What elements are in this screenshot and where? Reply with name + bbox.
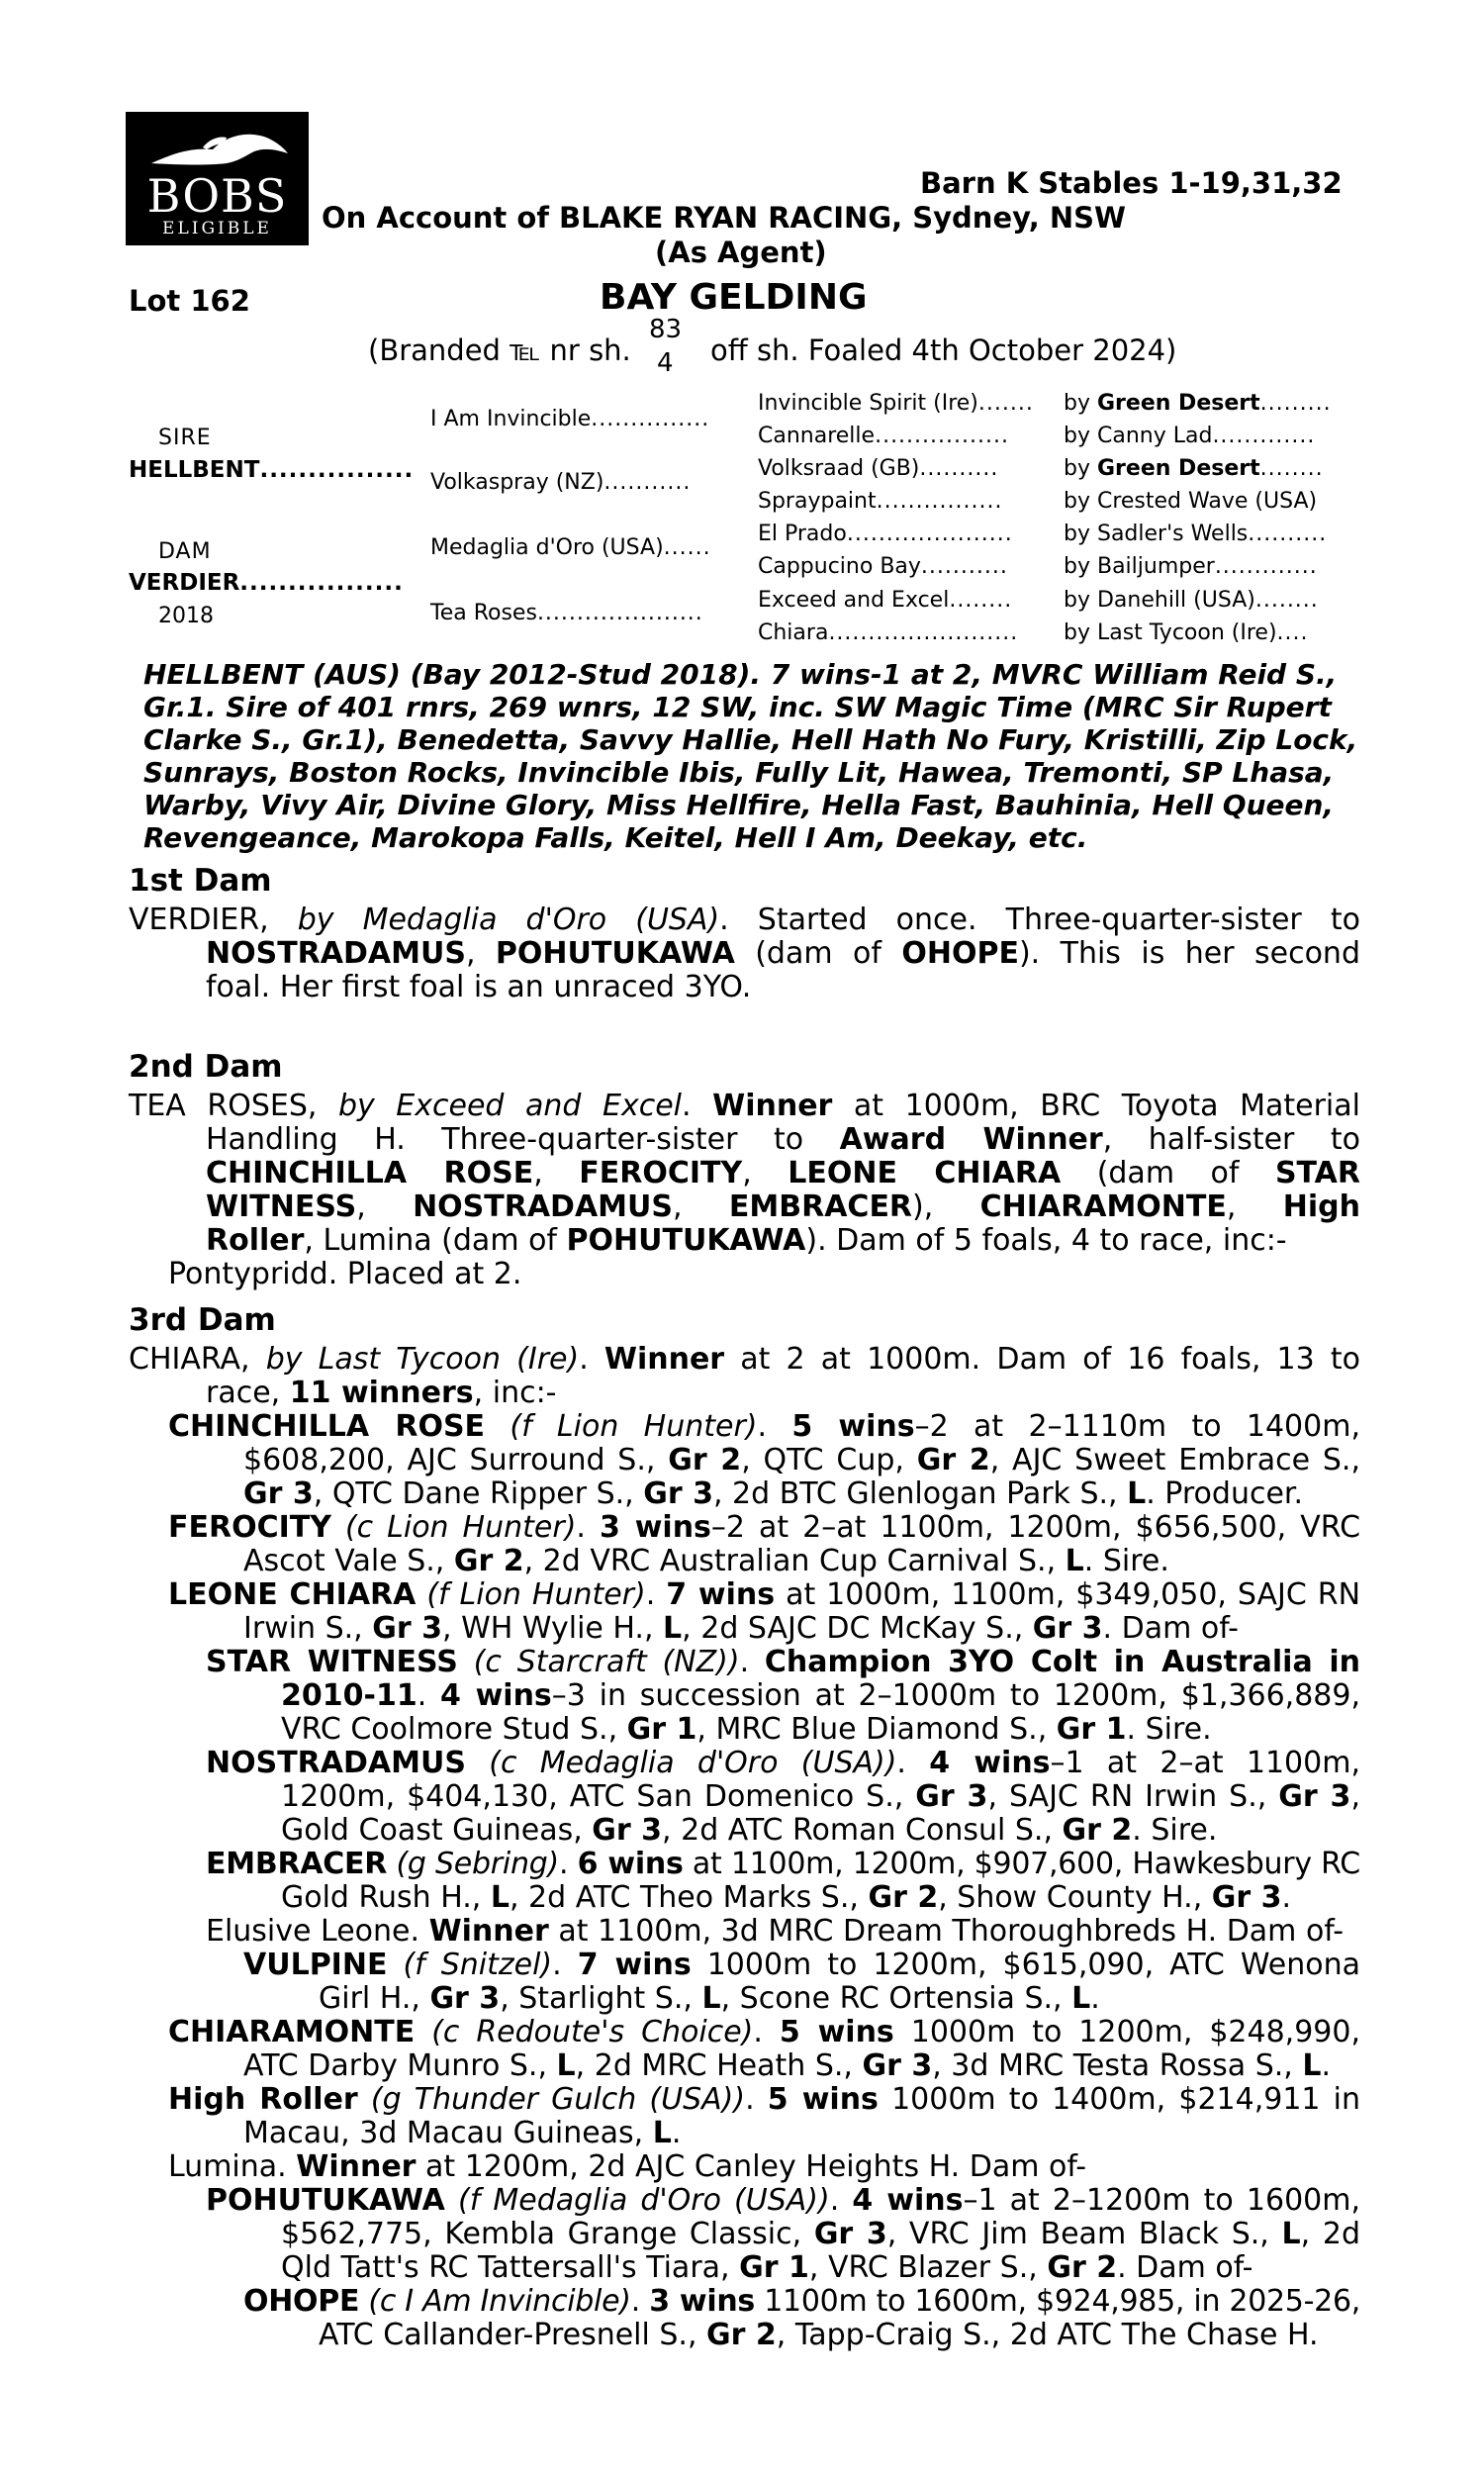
branding-prefix: (Branded <box>368 333 501 367</box>
text-run: L <box>556 2048 576 2083</box>
text-run: Macau, 3d Macau Guineas, <box>243 2116 653 2150</box>
text-run: $608,200, AJC Surround S., <box>243 1443 669 1477</box>
text-run: Gr 3 <box>243 1476 314 1511</box>
text-line <box>243 1948 1360 1982</box>
text-run: Gr 3 <box>643 1476 713 1511</box>
text-run: (f Medaglia d'Oro (USA)) <box>458 2183 830 2218</box>
text-line <box>206 1223 1287 1258</box>
text-run: . <box>1090 1981 1100 2016</box>
sire-dam: Volkaspray (NZ)........... <box>430 470 692 495</box>
text-run: Qld Tatt's RC Tattersall's Tiara, <box>281 2250 740 2285</box>
ancestor-1: Invincible Spirit (Ire)....... <box>758 391 1034 416</box>
text-run: $562,775, Kembla Grange Classic, <box>281 2217 814 2251</box>
text-run: –1 at 2–1200m to 1600m, <box>963 2183 1361 2218</box>
text-run: L <box>1071 1981 1091 2016</box>
text-line <box>206 1914 1344 1949</box>
text-run: ), <box>912 1189 980 1224</box>
text-run: Gr 2 <box>668 1443 742 1477</box>
text-run: Gr 3 <box>592 1813 663 1848</box>
text-run: High <box>1282 1189 1360 1224</box>
text-run: (f Snitzel) <box>403 1948 553 1982</box>
sire-notes-line: Revengeance, Marokopa Falls, Keitel, Hell I Am, Deekay, etc. <box>143 821 1088 854</box>
text-run: , VRC Blazer S., <box>808 2250 1048 2285</box>
text-run: Elusive Leone. <box>206 1914 429 1949</box>
text-run: Gr 2 <box>916 1443 990 1477</box>
text-run: TEA ROSES, <box>129 1089 338 1123</box>
text-run: (c Starcraft (NZ)) <box>473 1645 740 1679</box>
text-line <box>243 1544 1169 1578</box>
ancestor-5-by: by Sadler's Wells.......... <box>1064 522 1328 546</box>
text-run <box>445 2183 458 2218</box>
text-line <box>281 1880 1291 1915</box>
text-run: Gr 3 <box>1211 1880 1282 1915</box>
text-run: , <box>742 1156 788 1190</box>
text-run: . <box>896 1746 930 1780</box>
text-run <box>485 1409 510 1444</box>
text-line <box>243 1443 1360 1477</box>
text-line <box>206 1189 1360 1224</box>
text-run: . <box>745 2082 768 2117</box>
text-run: –2 at 2–at 1100m, 1200m, $656,500, VRC <box>710 1510 1361 1545</box>
text-run: , Starlight S., <box>500 1981 702 2016</box>
text-run: Gr 1 <box>1056 1712 1127 1747</box>
text-run: VERDIER, <box>129 903 298 937</box>
text-run: . <box>645 1577 667 1612</box>
text-run: . <box>417 1678 441 1713</box>
text-run: 1200m, $404,130, ATC San Domenico S., <box>281 1779 916 1814</box>
text-run: High Roller <box>168 2082 358 2117</box>
text-run: EMBRACER <box>206 1847 388 1881</box>
text-line <box>243 2284 1360 2319</box>
brand-number-top: 83 <box>649 315 683 344</box>
text-line <box>281 1678 1360 1713</box>
text-run: (c Redoute's Choice) <box>431 2015 754 2049</box>
text-line <box>281 1813 1217 1848</box>
text-run: , Show County H., <box>938 1880 1212 1915</box>
text-run: , 3d MRC Testa Rossa S., <box>932 2048 1303 2083</box>
text-run: . <box>552 1948 578 1982</box>
text-run: STAR <box>1274 1156 1360 1190</box>
text-run: (f Lion Hunter) <box>426 1577 646 1612</box>
text-run: (f Lion Hunter) <box>510 1409 758 1444</box>
text-run: NOSTRADAMUS <box>206 936 466 971</box>
text-run: (c Medaglia d'Oro (USA)) <box>489 1746 897 1780</box>
text-run: L <box>1281 2217 1301 2251</box>
text-run: Girl H., <box>319 1981 430 2016</box>
text-run: POHUTUKAWA <box>206 2183 445 2218</box>
text-run: 7 wins <box>577 1948 692 1982</box>
text-run: FEROCITY <box>168 1510 331 1545</box>
text-line <box>168 1409 1360 1444</box>
text-run <box>387 1948 403 1982</box>
text-run: Gr 2 <box>1047 2250 1118 2285</box>
text-run: , VRC Jim Beam Black S., <box>886 2217 1282 2251</box>
ancestor-1-by: by Green Desert......... <box>1064 391 1332 416</box>
text-run: , inc:- <box>473 1376 557 1410</box>
sire-notes-line: Gr.1. Sire of 401 rnrs, 269 wnrs, 12 SW, inc. SW Magic Time (MRC Sir Rupert <box>143 691 1332 723</box>
text-run: . <box>739 1645 765 1679</box>
text-run: Gr 2 <box>453 1544 524 1578</box>
text-run: VULPINE <box>243 1948 388 1982</box>
text-run: L <box>1302 2048 1322 2083</box>
text-line <box>319 1981 1100 2016</box>
text-line <box>168 1257 521 1291</box>
text-run: 3 wins <box>649 2284 755 2319</box>
text-run: . <box>757 1409 792 1444</box>
text-run <box>416 1577 426 1612</box>
brand-number-bottom: 4 <box>657 348 674 378</box>
ancestor-7-by: by Danehill (USA)........ <box>1064 588 1319 613</box>
text-run: (dam of <box>734 936 902 971</box>
text-run: (dam of <box>1061 1156 1275 1190</box>
text-run: POHUTUKAWA <box>495 936 735 971</box>
text-run: CHINCHILLA ROSE <box>206 1156 534 1190</box>
lot-number: Lot 162 <box>129 284 250 318</box>
text-run: WITNESS <box>206 1189 357 1224</box>
text-run: Handling H. Three-quarter-sister to <box>206 1122 840 1157</box>
dam-label: DAM <box>158 539 212 564</box>
text-run: (c Lion Hunter) <box>344 1510 577 1545</box>
text-run: , 2d ATC Roman Consul S., <box>662 1813 1063 1848</box>
text-run: . <box>671 2116 682 2150</box>
branding-mid: nr sh. <box>549 333 631 367</box>
text-run: at 1100m, 3d MRC Dream Thoroughbreds H. Dam of- <box>548 1914 1345 1949</box>
text-run: , <box>673 1189 729 1224</box>
ancestor-7: Exceed and Excel........ <box>758 588 1013 613</box>
text-run <box>466 1746 489 1780</box>
text-run: L <box>701 1981 721 2016</box>
text-run: , 2d MRC Heath S., <box>575 2048 863 2083</box>
dam-name: VERDIER................. <box>129 570 404 596</box>
text-line <box>168 2149 1086 2184</box>
text-run: , <box>533 1156 580 1190</box>
text-run: 5 wins <box>779 2015 894 2049</box>
text-run: 1000m to 1200m, $615,090, ATC Wenona <box>691 1948 1361 1982</box>
text-line <box>129 903 1360 937</box>
foaling-details: off sh. Foaled 4th October 2024) <box>710 333 1177 367</box>
text-run: 6 wins <box>577 1847 684 1881</box>
text-run: CHIARAMONTE <box>168 2015 416 2049</box>
text-run: Gr 2 <box>1062 1813 1133 1848</box>
text-run: VRC Coolmore Stud S., <box>281 1712 627 1747</box>
text-line <box>206 1645 1360 1679</box>
text-run: , 2d <box>1300 2217 1360 2251</box>
text-run: Winner <box>296 2149 417 2184</box>
text-run <box>331 1510 345 1545</box>
text-run: at 1000m, 1100m, $349,050, SAJC RN <box>775 1577 1361 1612</box>
text-run: POHUTUKAWA <box>566 1223 806 1258</box>
dam-sire: Medaglia d'Oro (USA)...... <box>430 535 711 560</box>
text-line <box>243 2116 681 2150</box>
text-run: ). This is her second <box>1018 936 1360 971</box>
text-run <box>415 2015 431 2049</box>
text-line <box>206 936 1360 971</box>
text-run: 11 winners <box>289 1376 474 1410</box>
text-line <box>206 970 751 1004</box>
text-run: Gr 2 <box>868 1880 939 1915</box>
text-run: , 2d BTC Glenlogan Park S., <box>712 1476 1128 1511</box>
text-line <box>206 1746 1360 1780</box>
text-run: FEROCITY <box>579 1156 743 1190</box>
text-run: Gr 3 <box>429 1981 501 2016</box>
text-run: 3 wins <box>599 1510 711 1545</box>
text-run: . Started once. Three-quarter-sister to <box>719 903 1360 937</box>
text-run: Gr 3 <box>915 1779 988 1814</box>
text-run: at 2 at 1000m. Dam of 16 foals, 13 to <box>724 1342 1360 1377</box>
text-run: ATC Darby Munro S., <box>243 2048 557 2083</box>
ancestor-4-by: by Crested Wave (USA) <box>1064 489 1318 514</box>
vendor-line: On Account of BLAKE RYAN RACING, Sydney, NSW <box>322 201 1127 235</box>
text-run: L <box>652 2116 672 2150</box>
text-run: 1000m to 1400m, $214,911 in <box>878 2082 1361 2117</box>
text-line <box>243 2048 1331 2083</box>
sire-name: HELLBENT................ <box>129 457 415 483</box>
text-run: . <box>576 1510 600 1545</box>
text-line <box>319 2318 1319 2352</box>
text-run: , 2d SAJC DC McKay S., <box>682 1611 1033 1646</box>
text-run: Winner <box>603 1342 725 1377</box>
text-line <box>281 1712 1212 1747</box>
third-dam-heading: 3rd Dam <box>129 1302 276 1338</box>
bobs-eligible-logo <box>126 112 309 245</box>
text-run: , 2d VRC Australian Cup Carnival S., <box>523 1544 1066 1578</box>
text-run <box>458 1645 474 1679</box>
text-run: . <box>682 1089 713 1123</box>
text-run: . <box>1281 1880 1292 1915</box>
logo-brand: BOBS <box>146 169 288 223</box>
text-run: –2 at 2–1110m to 1400m, <box>914 1409 1360 1444</box>
text-run: Gr 3 <box>862 2048 933 2083</box>
text-run: (g Thunder Gulch (USA)) <box>370 2082 746 2117</box>
text-line <box>281 2250 1253 2285</box>
text-run: , <box>1226 1189 1283 1224</box>
text-run: CHINCHILLA ROSE <box>168 1409 486 1444</box>
text-run: . Sire. <box>1083 1544 1169 1578</box>
sire-notes-line: Clarke S., Gr.1), Benedetta, Savvy Hallie, Hell Hath No Fury, Kristilli, Zip Lock, <box>143 723 1358 756</box>
text-run: Gr 3 <box>372 1611 443 1646</box>
text-run: ). Dam of 5 foals, 4 to race, inc:- <box>805 1223 1287 1258</box>
text-run: , QTC Dane Ripper S., <box>313 1476 644 1511</box>
text-line <box>281 1779 1360 1814</box>
text-run: Winner <box>712 1089 833 1123</box>
horse-description: BAY GELDING <box>600 277 868 318</box>
text-run: by Exceed and Excel <box>337 1089 683 1123</box>
text-run: Gr 3 <box>1032 1611 1103 1646</box>
text-run: . <box>579 1342 604 1377</box>
text-line <box>281 2217 1360 2251</box>
text-line <box>168 1510 1360 1545</box>
text-run: 5 wins <box>767 2082 879 2117</box>
text-run <box>358 2082 371 2117</box>
text-run: STAR WITNESS <box>206 1645 458 1679</box>
text-run: , Lumina (dam of <box>304 1223 567 1258</box>
text-run: 5 wins <box>791 1409 915 1444</box>
text-run: . Dam of- <box>1102 1611 1239 1646</box>
first-dam-heading: 1st Dam <box>129 863 272 899</box>
text-run: NOSTRADAMUS <box>206 1746 466 1780</box>
text-run: by Medaglia d'Oro (USA) <box>297 903 720 937</box>
text-run: Champion 3YO Colt in Australia in <box>764 1645 1361 1679</box>
text-line <box>206 1156 1360 1190</box>
text-line <box>129 1089 1360 1123</box>
ancestor-2: Cannarelle................. <box>758 424 1009 448</box>
text-run: . Sire. <box>1126 1712 1212 1747</box>
text-run: –3 in succession at 2–1000m to 1200m, $1,366,889, <box>551 1678 1360 1713</box>
text-run: . <box>829 2183 853 2218</box>
horse-rider-icon <box>143 126 292 173</box>
text-run: NOSTRADAMUS <box>413 1189 674 1224</box>
text-run: EMBRACER <box>728 1189 913 1224</box>
ancestor-8: Chiara........................ <box>758 620 1019 645</box>
barn-location: Barn K Stables 1-19,31,32 <box>920 166 1343 200</box>
text-run: Gold Rush H., <box>281 1880 491 1915</box>
text-run: , WH Wylie H., <box>442 1611 664 1646</box>
text-line <box>129 1342 1360 1377</box>
text-line <box>206 1376 557 1410</box>
text-run: 2010-11 <box>281 1678 417 1713</box>
text-run: Gr 1 <box>739 2250 809 2285</box>
text-line <box>206 1847 1360 1881</box>
sire-notes-line: HELLBENT (AUS) (Bay 2012-Stud 2018). 7 wins-1 at 2, MVRC William Reid S., <box>143 658 1338 691</box>
dam-dam: Tea Roses..................... <box>430 601 703 625</box>
text-run: , MRC Blue Diamond S., <box>696 1712 1057 1747</box>
ancestor-6-by: by Bailjumper............. <box>1064 554 1318 579</box>
text-run: Gr 3 <box>813 2217 887 2251</box>
text-run: –1 at 2–at 1100m, <box>1050 1746 1360 1780</box>
text-run: Gr 3 <box>1278 1779 1351 1814</box>
text-run: L <box>1065 1544 1084 1578</box>
text-run: CHIARAMONTE <box>979 1189 1227 1224</box>
text-run: 1100m to 1600m, $924,985, in 2025-26, <box>755 2284 1360 2319</box>
text-run: ATC Callander-Presnell S., <box>319 2318 707 2352</box>
text-run: Gr 1 <box>626 1712 697 1747</box>
text-run: Irwin S., <box>243 1611 373 1646</box>
text-line <box>243 1611 1239 1646</box>
dam-foaled-year: 2018 <box>158 604 214 628</box>
text-run: race, <box>206 1376 290 1410</box>
text-run: 7 wins <box>666 1577 776 1612</box>
logo-subtitle: ELIGIBLE <box>162 219 272 238</box>
text-run: Lumina. <box>168 2149 297 2184</box>
text-run: by Last Tycoon (Ire) <box>265 1342 580 1377</box>
text-run: Roller <box>206 1223 305 1258</box>
text-run: 4 wins <box>929 1746 1051 1780</box>
text-run: LEONE CHIARA <box>788 1156 1062 1190</box>
text-line <box>206 2183 1360 2218</box>
ancestor-6: Cappucino Bay........... <box>758 554 1008 579</box>
sire-notes-line: Sunrays, Boston Rocks, Invincible Ibis, Fully Lit, Hawea, Tremonti, SP Lhasa, <box>143 756 1335 789</box>
text-run: CHIARA, <box>129 1342 266 1377</box>
text-run: Ascot Vale S., <box>243 1544 454 1578</box>
text-run: L <box>490 1880 510 1915</box>
text-run: . <box>1321 2048 1332 2083</box>
text-run: (c I Am Invincible) <box>368 2284 631 2319</box>
text-run: . <box>753 2015 780 2049</box>
text-run: , 2d ATC Theo Marks S., <box>509 1880 869 1915</box>
text-run: , Scone RC Ortensia S., <box>720 1981 1072 2016</box>
text-run: , QTC Cup, <box>741 1443 917 1477</box>
text-run: at 1200m, 2d AJC Canley Heights H. Dam of- <box>416 2149 1087 2184</box>
text-run: 1000m to 1200m, $248,990, <box>893 2015 1361 2049</box>
agent-line: (As Agent) <box>655 236 827 269</box>
text-run: foal. Her first foal is an unraced 3YO. <box>206 970 752 1004</box>
text-run: , SAJC RN Irwin S., <box>987 1779 1279 1814</box>
text-run: 4 wins <box>440 1678 552 1713</box>
text-run: Gr 2 <box>706 2318 777 2352</box>
text-run: . <box>630 2284 650 2319</box>
text-line <box>243 1476 1303 1511</box>
sire-sire: I Am Invincible............... <box>430 407 710 431</box>
text-run: , AJC Sweet Embrace S., <box>989 1443 1360 1477</box>
text-run: , Tapp-Craig S., 2d ATC The Chase H. <box>776 2318 1319 2352</box>
text-run: . Sire. <box>1132 1813 1218 1848</box>
text-run: . <box>558 1847 578 1881</box>
text-run: Gold Coast Guineas, <box>281 1813 593 1848</box>
text-run: , half-sister to <box>1102 1122 1361 1157</box>
text-run: at 1100m, 1200m, $907,600, Hawkesbury RC <box>683 1847 1360 1881</box>
text-line <box>168 2015 1360 2049</box>
text-run: , <box>1350 1779 1360 1814</box>
ancestor-5: El Prado..................... <box>758 522 1013 546</box>
text-run: (g Sebring) <box>396 1847 559 1881</box>
text-run: . Dam of- <box>1117 2250 1253 2285</box>
text-run: LEONE CHIARA <box>168 1577 417 1612</box>
text-run: Award Winner <box>839 1122 1103 1157</box>
text-run: L <box>663 1611 683 1646</box>
text-run: at 1000m, BRC Toyota Material <box>832 1089 1360 1123</box>
branding-line <box>368 333 631 367</box>
text-run: Pontypridd. Placed at 2. <box>168 1257 522 1291</box>
text-run: OHOPE <box>243 2284 360 2319</box>
text-run: L <box>1127 1476 1147 1511</box>
text-run: , <box>356 1189 414 1224</box>
sire-label: SIRE <box>158 426 212 450</box>
text-run: 4 wins <box>852 2183 964 2218</box>
brand-mark-icon: ℡ <box>510 333 541 367</box>
ancestor-3: Volksraad (GB).......... <box>758 456 999 481</box>
text-run: . Producer. <box>1146 1476 1304 1511</box>
text-run: OHOPE <box>901 936 1019 971</box>
sire-notes-line: Warby, Vivy Air, Divine Glory, Miss Hellfire, Hella Fast, Bauhinia, Hell Queen, <box>143 789 1335 821</box>
ancestor-4: Spraypaint................ <box>758 489 1003 514</box>
ancestor-2-by: by Canny Lad............. <box>1064 424 1316 448</box>
second-dam-heading: 2nd Dam <box>129 1049 283 1085</box>
text-run: Winner <box>428 1914 549 1949</box>
text-line <box>206 1122 1360 1157</box>
text-line <box>168 2082 1360 2117</box>
ancestor-8-by: by Last Tycoon (Ire).... <box>1064 620 1309 645</box>
text-run: , <box>465 936 496 971</box>
ancestor-3-by: by Green Desert........ <box>1064 456 1324 481</box>
text-line <box>168 1577 1360 1612</box>
